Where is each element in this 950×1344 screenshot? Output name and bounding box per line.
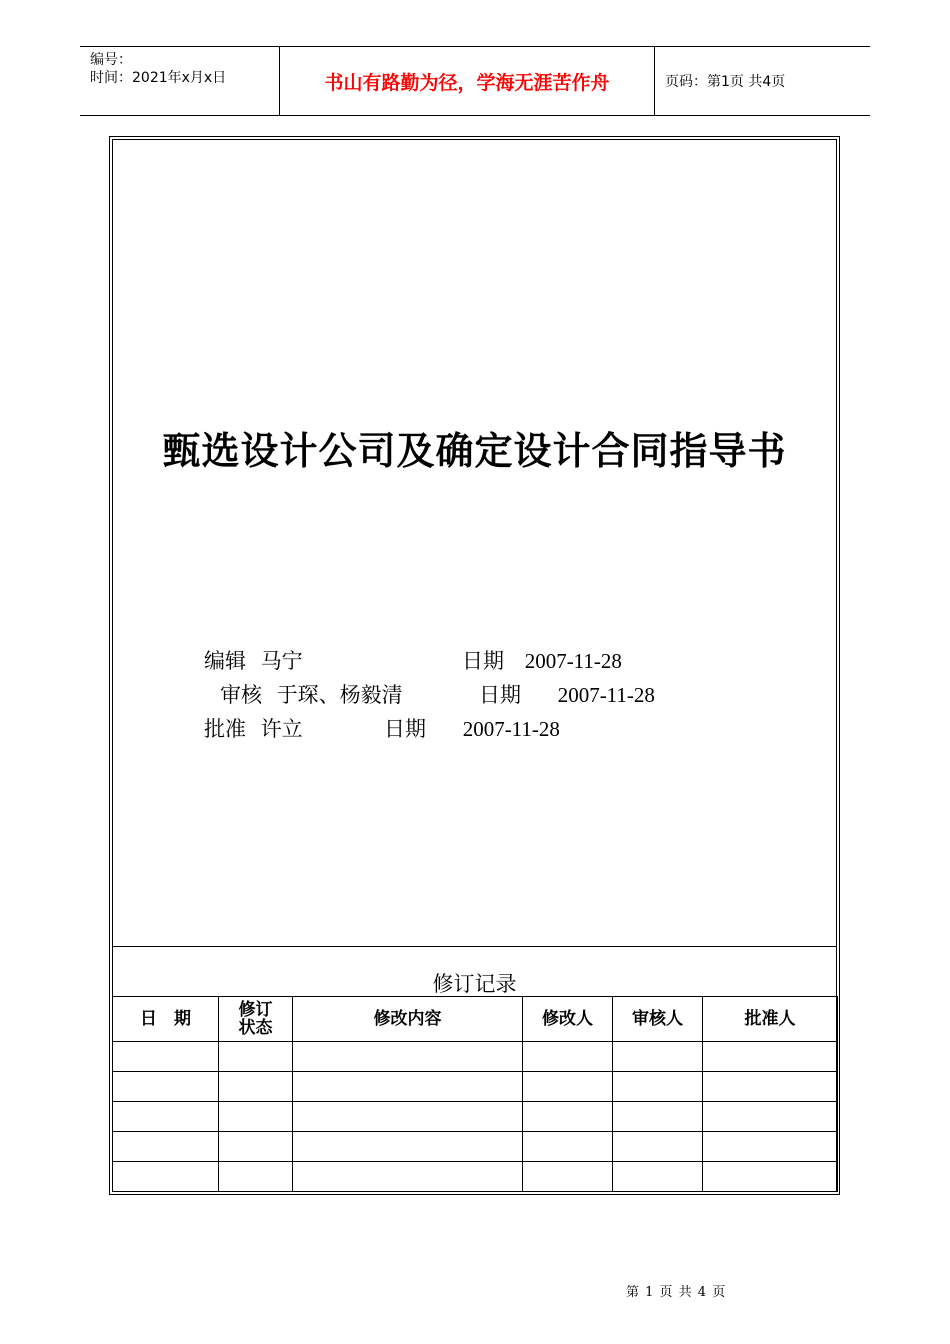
signature-approver-date bbox=[384, 713, 560, 743]
table-cell bbox=[113, 1162, 219, 1192]
table-cell bbox=[703, 1162, 838, 1192]
col-date: 日 期 bbox=[113, 997, 219, 1042]
table-cell bbox=[293, 1102, 523, 1132]
number-label: 编号： bbox=[90, 52, 132, 68]
table-cell bbox=[613, 1102, 703, 1132]
signature-editor-date bbox=[462, 645, 622, 675]
signature-approver bbox=[204, 713, 303, 743]
table-cell bbox=[523, 1072, 613, 1102]
table-cell bbox=[703, 1102, 838, 1132]
date-label: 日期 bbox=[384, 717, 426, 741]
col-status: 修订 状态 bbox=[219, 997, 293, 1042]
table-cell bbox=[293, 1072, 523, 1102]
table-cell bbox=[523, 1102, 613, 1132]
table-cell bbox=[113, 1042, 219, 1072]
signature-role: 批准 bbox=[204, 717, 246, 741]
revision-title: 修订记录 bbox=[112, 946, 837, 996]
table-cell bbox=[523, 1162, 613, 1192]
signature-name: 于琛、杨毅清 bbox=[276, 683, 403, 707]
page-footer: 第 1 页 共 4 页 bbox=[626, 1285, 727, 1300]
table-row bbox=[113, 1132, 838, 1162]
date-label: 日期 bbox=[462, 649, 504, 673]
col-approver: 批准人 bbox=[703, 997, 838, 1042]
table-cell bbox=[219, 1162, 293, 1192]
table-row bbox=[113, 1102, 838, 1132]
table-cell bbox=[523, 1042, 613, 1072]
table-cell bbox=[113, 1072, 219, 1102]
table-cell bbox=[703, 1042, 838, 1072]
signature-name: 许立 bbox=[260, 717, 303, 741]
table-row bbox=[113, 1042, 838, 1072]
date-value: 2007-11-28 bbox=[524, 649, 622, 673]
table-cell bbox=[293, 1132, 523, 1162]
table-cell bbox=[613, 1072, 703, 1102]
table-cell bbox=[613, 1162, 703, 1192]
time-label: 时间：2021年x月x日 bbox=[90, 70, 227, 86]
table-row bbox=[113, 1072, 838, 1102]
col-content: 修改内容 bbox=[293, 997, 523, 1042]
date-value: 2007-11-28 bbox=[557, 683, 655, 707]
document-title: 甄选设计公司及确定设计合同指导书 bbox=[162, 428, 787, 473]
table-cell bbox=[703, 1072, 838, 1102]
header-meta bbox=[80, 47, 280, 115]
table-cell bbox=[293, 1162, 523, 1192]
table-cell bbox=[219, 1042, 293, 1072]
signature-name: 马宁 bbox=[260, 649, 303, 673]
table-cell bbox=[219, 1102, 293, 1132]
signature-role: 编辑 bbox=[204, 649, 246, 673]
header-page-info: 页码：第1页 共4页 bbox=[665, 74, 786, 90]
signature-role: 审核 bbox=[220, 683, 262, 707]
table-cell bbox=[113, 1132, 219, 1162]
header-motto: 书山有路勤为径，学海无涯苦作舟 bbox=[280, 47, 655, 115]
signature-reviewer bbox=[220, 679, 403, 709]
col-modifier: 修改人 bbox=[523, 997, 613, 1042]
table-cell bbox=[613, 1042, 703, 1072]
table-cell bbox=[613, 1132, 703, 1162]
date-label: 日期 bbox=[479, 683, 521, 707]
table-row bbox=[113, 1162, 838, 1192]
revision-table bbox=[112, 996, 838, 1192]
signature-editor bbox=[204, 645, 303, 675]
table-cell bbox=[523, 1132, 613, 1162]
signature-reviewer-date bbox=[479, 679, 655, 709]
page-header bbox=[80, 46, 870, 116]
table-cell bbox=[219, 1132, 293, 1162]
col-reviewer: 审核人 bbox=[613, 997, 703, 1042]
date-value: 2007-11-28 bbox=[462, 717, 560, 741]
table-cell bbox=[113, 1102, 219, 1132]
table-cell bbox=[293, 1042, 523, 1072]
table-cell bbox=[219, 1072, 293, 1102]
revision-header-row bbox=[113, 997, 838, 1042]
table-cell bbox=[703, 1132, 838, 1162]
